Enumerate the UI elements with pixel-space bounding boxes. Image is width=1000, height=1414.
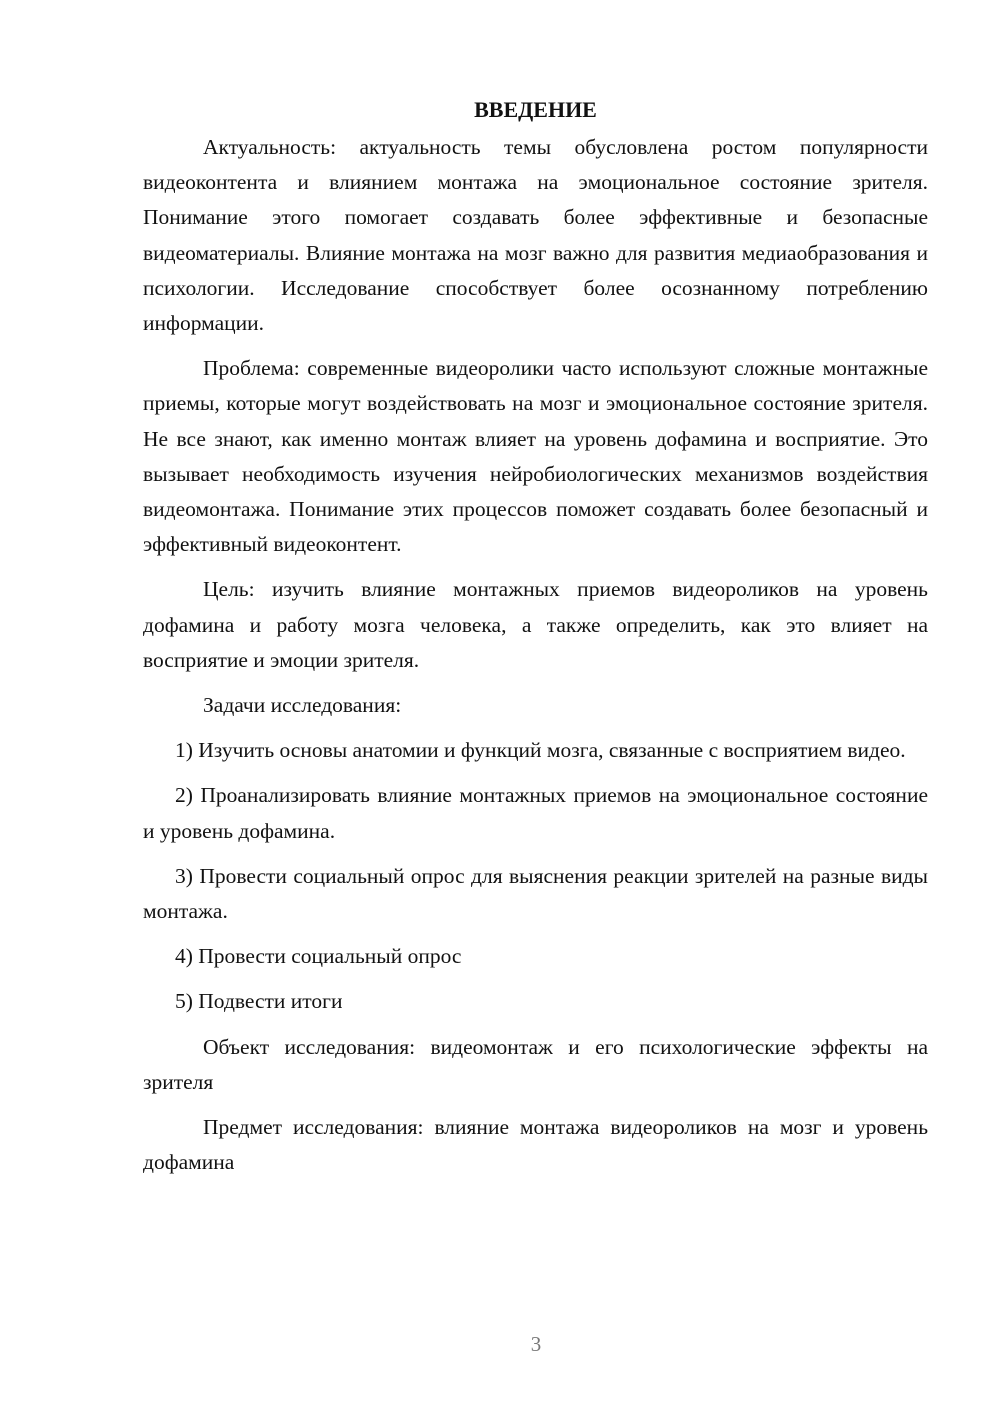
task-item-3: 3) Провести социальный опрос для выяснения реакции зрителей на разные виды монтажа.: [143, 863, 928, 924]
task-item-1: 1) Изучить основы анатомии и функций мозга, связанные с восприятием видео.: [175, 738, 906, 763]
task-item-2: 2) Проанализировать влияние монтажных приемов на эмоциональное состояние и уровень дофамина.: [143, 783, 928, 843]
document-page: [143, 90, 928, 1190]
relevance-paragraph: Актуальность: актуальность темы обусловлена ростом популярности видеоконтента и влиянием монтажа на эмоциональное состояние зрителя. Понимание этого помогает создавать более эффективные и безопасные видеоматериалы. Влияние монтажа на мозг важно для развития медиаобразования и психологии. Исследование способствует более осознанному потреблению информации.: [143, 135, 928, 336]
task-item-5: 5) Подвести итоги: [175, 989, 343, 1014]
subject-paragraph: Предмет исследования: влияние монтажа видеороликов на мозг и уровень дофамина: [143, 1115, 928, 1175]
page-number: 3: [530, 1332, 542, 1356]
task-item-4: 4) Провести социальный опрос: [175, 944, 462, 969]
tasks-title: Задачи исследования:: [203, 693, 402, 718]
goal-paragraph: Цель: изучить влияние монтажных приемов видеороликов на уровень дофамина и работу мозга человека, а также определить, как это влияет на восприятие и эмоции зрителя.: [143, 577, 928, 672]
section-heading: ВВЕДЕНИЕ: [474, 97, 597, 122]
problem-paragraph: Проблема: современные видеоролики часто используют сложные монтажные приемы, которые могут воздействовать на мозг и эмоциональное состояние зрителя. Не все знают, как именно монтаж влияет на уровень дофамина и восприятие. Это вызывает необходимость изучения нейробиологических механизмов воздействия видеомонтажа. Понимание этих процессов поможет создавать более безопасный и эффективный видеоконтент.: [143, 356, 928, 557]
object-paragraph: Объект исследования: видеомонтаж и его психологические эффекты на зрителя: [143, 1034, 928, 1094]
